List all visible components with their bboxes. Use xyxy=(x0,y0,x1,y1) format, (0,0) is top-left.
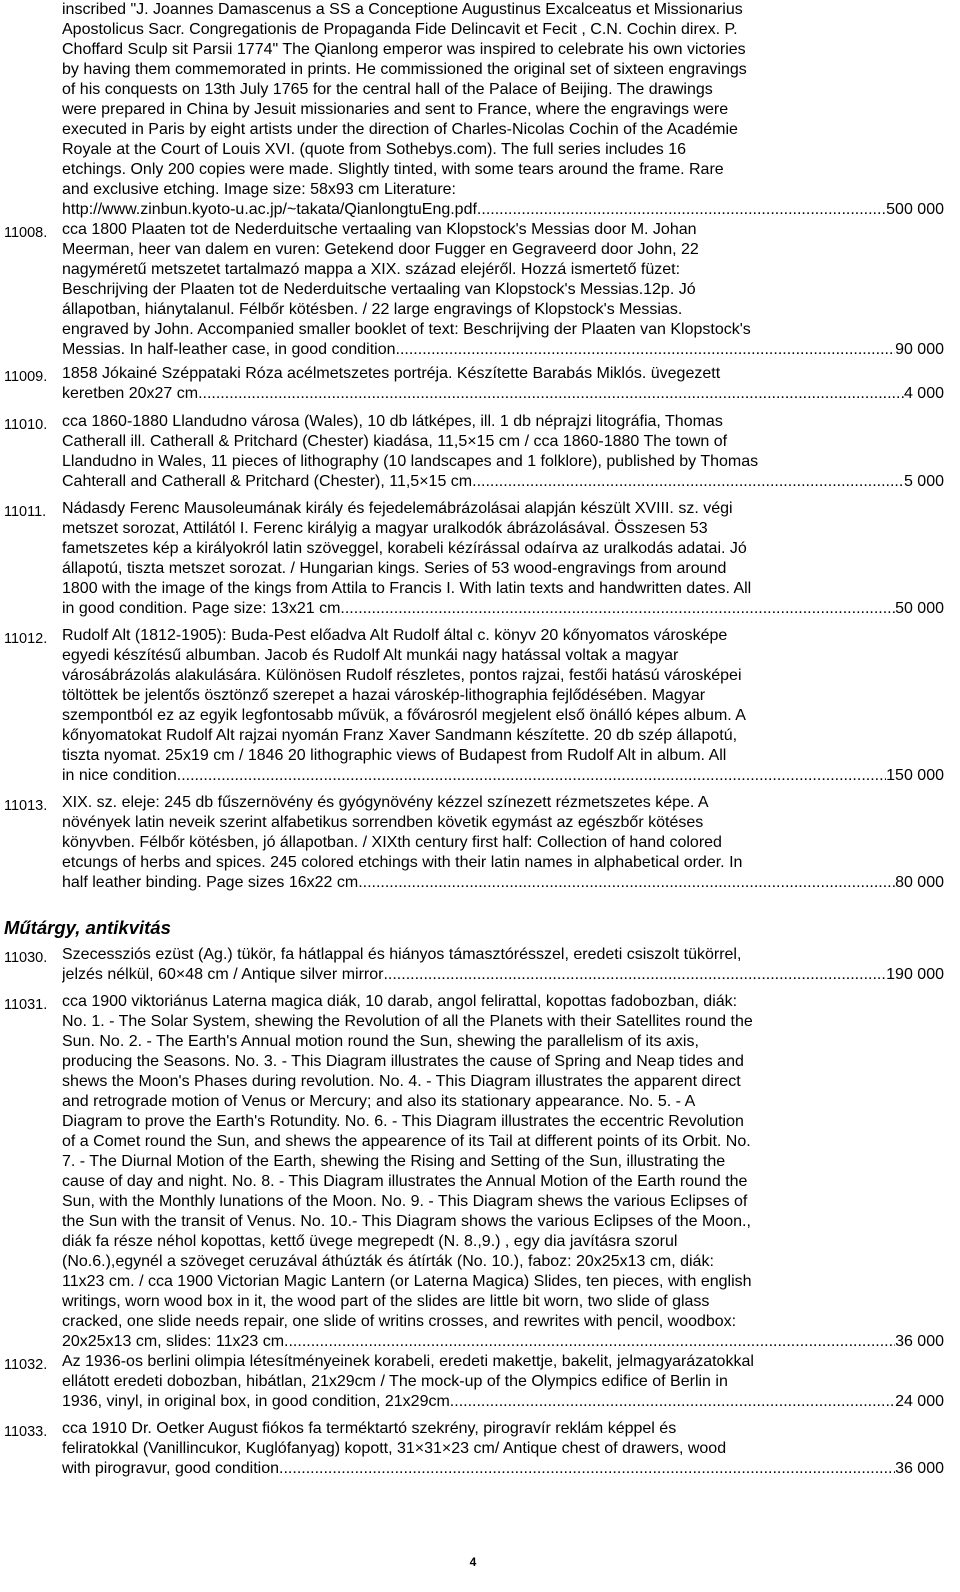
entry-text xyxy=(62,1352,944,1412)
dot-leader xyxy=(288,1332,895,1352)
text-line: könyvben. Félbőr kötésben, jó állapotban. / XIXth century first half: Collection of hand colored xyxy=(62,834,722,851)
text-line: half leather binding. Page sizes 16x22 cm xyxy=(62,874,359,891)
text-line: városábrázolás alakulására. Különösen Rudolf részletes, pontos rajzai, festői hatású városképei xyxy=(62,667,742,684)
entry-text xyxy=(62,412,944,492)
page-number: 4 xyxy=(469,1555,477,1569)
price: 150 000 xyxy=(886,767,944,784)
price: 90 000 xyxy=(895,341,944,358)
price: 50 000 xyxy=(895,600,944,617)
price: 500 000 xyxy=(886,201,944,218)
price-line xyxy=(62,384,944,404)
lot-number: 11008. xyxy=(4,225,48,241)
text-line: feliratokkal (Vanillincukor, Kuglófanyag) kopott, 31×31×23 cm/ Antique chest of drawers, wood xyxy=(62,1440,727,1457)
dot-leader xyxy=(400,340,895,360)
text-line: 7. - The Diurnal Motion of the Earth, shewing the Rising and Setting of the Sun, illustrating the xyxy=(62,1153,726,1170)
text-line: növények latin neveik szerint alfabetikus sorrendben követik egymást az egészbőr kötéses xyxy=(62,814,704,831)
text-line: Szecessziós ezüst (Ag.) tükör, fa hátlappal és hiányos támasztórésszel, eredeti csiszolt tükörrel, xyxy=(62,946,742,963)
price: 36 000 xyxy=(895,1460,944,1477)
section-heading: Műtárgy, antikvitás xyxy=(4,917,171,938)
text-line: ellátott eredeti dobozban, hibátlan, 21x29cm / The mock-up of the Olympics edifice of Berlin in xyxy=(62,1373,728,1390)
lot-number: 11011. xyxy=(4,504,47,520)
price-line xyxy=(62,766,944,786)
text-line: with pirogravur, good condition xyxy=(62,1460,280,1477)
price-line xyxy=(62,965,944,985)
entry-text xyxy=(62,945,944,985)
text-line: Apostolicus Sacr. Congregationis de Propaganda Fide Delincavit et Fecit , C.N. Cochin direx. P. xyxy=(62,21,738,38)
lot-number: 11030. xyxy=(4,950,48,966)
intro-entry xyxy=(0,0,960,220)
text-line: Rudolf Alt (1812-1905): Buda-Pest előadva Alt Rudolf által c. könyv 20 kőnyomatos városképe xyxy=(62,627,728,644)
text-line: Az 1936-os berlini olimpia létesítményeinek korabeli, eredeti makettje, bakelit, jelmagyarázatokkal xyxy=(62,1353,754,1370)
text-line: keretben 20x27 cm xyxy=(62,385,199,402)
text-line: etcungs of herbs and spices. 245 colored etchings with their latin names in alphabetical order. In xyxy=(62,854,743,871)
lot-entry xyxy=(0,499,960,619)
text-line: cca 1860-1880 Llandudno városa (Wales), 10 db látképes, ill. 1 db néprajzi litográfia, Thomas xyxy=(62,413,723,430)
text-line: producing the Seasons. No. 3. - This Diagram illustrates the cause of Spring and Neap tides and xyxy=(62,1053,744,1070)
lot-number: 11013. xyxy=(4,798,48,814)
text-line: egyedi készítésű albumban. Jacob és Rudolf Alt munkái nagy hatással voltak a magyar xyxy=(62,647,679,664)
text-line: állapotban, hiánytalanul. Félbőr kötésben. / 22 large engravings of Klopstock's Messias. xyxy=(62,301,683,318)
lot-entry xyxy=(0,1352,960,1412)
lot-entry xyxy=(0,945,960,985)
price: 190 000 xyxy=(886,966,944,983)
text-line: diák fa része néhol kopottas, kettő üvege megrepedt (N. 8.,9.) , egy dia javításra szorul xyxy=(62,1233,678,1250)
text-line: in nice condition. xyxy=(62,767,182,784)
price: 36 000 xyxy=(895,1333,944,1350)
price-line xyxy=(62,873,944,893)
price-line xyxy=(62,1332,944,1352)
text-line: of a Comet round the Sun, and shews the appearence of its Tail at different points of its Orbit. No. xyxy=(62,1133,751,1150)
text-line: 1936, vinyl, in original box, in good condition, 21x29cm xyxy=(62,1393,450,1410)
text-line: in good condition. Page size: 13x21 cm xyxy=(62,600,341,617)
text-line: Cahterall and Catherall & Pritchard (Chester), 11,5×15 cm xyxy=(62,473,473,490)
text-line: Sun. No. 2. - The Earth's Annual motion round the Sun, shewing the parallelism of its axis, xyxy=(62,1033,699,1050)
text-line: were prepared in China by Jesuit missionaries and sent to France, where the engravings were xyxy=(62,101,729,118)
dot-leader xyxy=(198,384,904,404)
dot-leader xyxy=(340,599,895,619)
entry-text xyxy=(62,499,944,619)
entry-text xyxy=(62,1419,944,1479)
text-line: Llandudno in Wales, 11 pieces of lithography (10 landscapes and 1 folklore), published by Thomas xyxy=(62,453,759,470)
dot-leader xyxy=(477,200,886,220)
lot-number: 11012. xyxy=(4,631,48,647)
text-line: 1800 with the image of the kings from Attila to Francis I. With latin texts and handwritten dates. All xyxy=(62,580,752,597)
text-line: 20x25x13 cm, slides: 11x23 cm. xyxy=(62,1333,289,1350)
lot-entry xyxy=(0,793,960,893)
lot-entry xyxy=(0,364,960,404)
text-line: Royale at the Court of Louis XVI. (quote from Sothebys.com). The full series includes 16 xyxy=(62,141,687,158)
text-line: jelzés nélkül, 60×48 cm / Antique silver mirror xyxy=(62,966,384,983)
price-line xyxy=(62,599,944,619)
lot-number: 11009. xyxy=(4,369,48,385)
entry-text xyxy=(62,364,944,404)
lot-entry xyxy=(0,626,960,786)
text-line: metszet sorozat, Attilától I. Ferenc királyig a magyar uralkodók ábrázolásával. Összesen 53 xyxy=(62,520,708,537)
price-line xyxy=(62,472,944,492)
price-line xyxy=(62,1392,944,1412)
text-line: executed in Paris by eight artists under the direction of Charles-Nicolas Cochin of the Académie xyxy=(62,121,738,138)
price: 24 000 xyxy=(895,1393,944,1410)
lot-number: 11010. xyxy=(4,417,48,433)
text-line: by having them commemorated in prints. He commissioned the original set of sixteen engravings xyxy=(62,61,747,78)
entry-text xyxy=(62,992,944,1352)
text-line: fametszetes kép a királyokról latin szöveggel, korabeli kézírással odaírva az uralkodás adatai. Jó xyxy=(62,540,747,557)
text-line: tiszta nyomat. 25x19 cm / 1846 20 lithographic views of Budapest from Rudolf Alt in album. All xyxy=(62,747,727,764)
text-line: the Sun with the transit of Venus. No. 10.- This Diagram shows the various Eclipses of the Moon., xyxy=(62,1213,751,1230)
entry-text xyxy=(62,626,944,786)
text-line: writings, worn wood box in it, the wood part of the slides are little bit worn, two slide of glass xyxy=(62,1293,710,1310)
price-line xyxy=(62,200,944,220)
text-line: 11x23 cm. / cca 1900 Victorian Magic Lantern (or Laterna Magica) Slides, ten pieces, with english xyxy=(62,1273,752,1290)
price-line xyxy=(62,1459,944,1479)
lot-number: 11033. xyxy=(4,1424,48,1440)
text-line: inscribed "J. Joannes Damascenus a SS a Conceptione Augustinus Excalceatus et Missionarius xyxy=(62,1,743,18)
text-line: XIX. sz. eleje: 245 db fűszernövény és gyógynövény kézzel színezett rézmetszetes képe. A xyxy=(62,794,709,811)
price: 80 000 xyxy=(895,874,944,891)
text-line: and retrograde motion of Venus or Mercury; and also its stationary appearance. No. 5. - A xyxy=(62,1093,696,1110)
dot-leader xyxy=(383,965,886,985)
text-line: Catherall ill. Catherall & Pritchard (Chester) kiadása, 11,5×15 cm / cca 1860-1880 The town of xyxy=(62,433,728,450)
lot-entry xyxy=(0,412,960,492)
text-line: etchings. Only 200 copies were made. Slightly tinted, with some tears around the frame. Rare xyxy=(62,161,724,178)
text-line: 1858 Jókainé Széppataki Róza acélmetszetes portréja. Készítette Barabás Miklós. üvegezett xyxy=(62,365,721,382)
text-line: Choffard Sculp sit Parsii 1774" The Qianlong emperor was inspired to celebrate his own victories xyxy=(62,41,746,58)
text-line: Diagram to prove the Earth's Rotundity. No. 6. - This Diagram illustrates the eccentric Revolution xyxy=(62,1113,744,1130)
dot-leader xyxy=(472,472,904,492)
text-line: Nádasdy Ferenc Mausoleumának király és fejedelemábrázolásai alapján készült XVIII. sz. végi xyxy=(62,500,733,517)
text-line: kőnyomatokat Rudolf Alt rajzai nyomán Franz Xaver Sandmann készítette. 20 db szép állapotú, xyxy=(62,727,738,744)
lot-entry xyxy=(0,220,960,360)
lot-number: 11032. xyxy=(4,1357,48,1373)
dot-leader xyxy=(450,1392,895,1412)
text-line: állapotú, tiszta metszet sorozat. / Hungarian kings. Series of 53 wood-engravings from around xyxy=(62,560,727,577)
text-line: cca 1900 viktoriánus Laterna magica diák, 10 darab, angol felirattal, kopottas fadobozban, diák: xyxy=(62,993,738,1010)
text-line: http://www.zinbun.kyoto-u.ac.jp/~takata/QianlongtuEng.pdf xyxy=(62,201,477,218)
text-line: cracked, one slide needs repair, one slide of writins crosses, and rewrites with pencil, woodbox: xyxy=(62,1313,737,1330)
dot-leader xyxy=(358,873,895,893)
dot-leader xyxy=(279,1459,895,1479)
text-line: cause of day and night. No. 8. - This Diagram illustrates the Annual Motion of the Earth round the xyxy=(62,1173,748,1190)
text-line: Sun, with the Monthly lunations of the Moon. No. 9. - This Diagram shews the various Eclipses of xyxy=(62,1193,748,1210)
text-line: No. 1. - The Solar System, shewing the Revolution of all the Planets with their Satellites round the xyxy=(62,1013,753,1030)
text-line: shews the Moon's Phases during revolution. No. 4. - This Diagram illustrates the apparent direct xyxy=(62,1073,741,1090)
text-line: cca 1800 Plaaten tot de Nederduitsche vertaaling van Klopstock's Messias door M. Johan xyxy=(62,221,697,238)
entry-text xyxy=(62,793,944,893)
entry-text xyxy=(62,220,944,360)
text-line: Messias. In half-leather case, in good condition. xyxy=(62,341,400,358)
text-line: (No.6.),egynél a szöveget ceruzával áthúzták és átírták (No. 10.), faboz: 20x25x13 cm, diák: xyxy=(62,1253,714,1270)
text-line: Meerman, heer van dalem en vuren: Getekend door Fugger en Gegraveerd door John, 22 xyxy=(62,241,699,258)
text-line: szempontból ez az egyik legfontosabb művük, a fővárosról megjelent első önálló képes album. A xyxy=(62,707,746,724)
text-line: Beschrijving der Plaaten tot de Nederduitsche vertaaling van Klopstock's Messias.12p. Jó xyxy=(62,281,696,298)
text-line: of his conquests on 13th July 1765 for the central hall of the Palace of Beijing. The drawings xyxy=(62,81,713,98)
lot-number: 11031. xyxy=(4,997,48,1013)
lot-entry xyxy=(0,1419,960,1479)
price-line xyxy=(62,340,944,360)
price: 5 000 xyxy=(903,473,944,490)
text-line: töltöttek be jelentős ösztönző szerepet a hazai városkép-lithographia fejlődésében. Magyar xyxy=(62,687,706,704)
text-line: cca 1910 Dr. Oetker August fiókos fa terméktartó szekrény, pirogravír reklám képpel és xyxy=(62,1420,677,1437)
text-line: nagyméretű metszetet tartalmazó mappa a XIX. század elejéről. Hozzá ismertető füzet: xyxy=(62,261,681,278)
price: 4 000 xyxy=(903,385,944,402)
text-line: engraved by John. Accompanied smaller booklet of text: Beschrijving der Plaaten van Klopstock's xyxy=(62,321,751,338)
lot-entry xyxy=(0,992,960,1352)
entry-text xyxy=(62,0,944,220)
dot-leader xyxy=(181,766,886,786)
text-line: and exclusive etching. Image size: 58x93 cm Literature: xyxy=(62,181,456,198)
